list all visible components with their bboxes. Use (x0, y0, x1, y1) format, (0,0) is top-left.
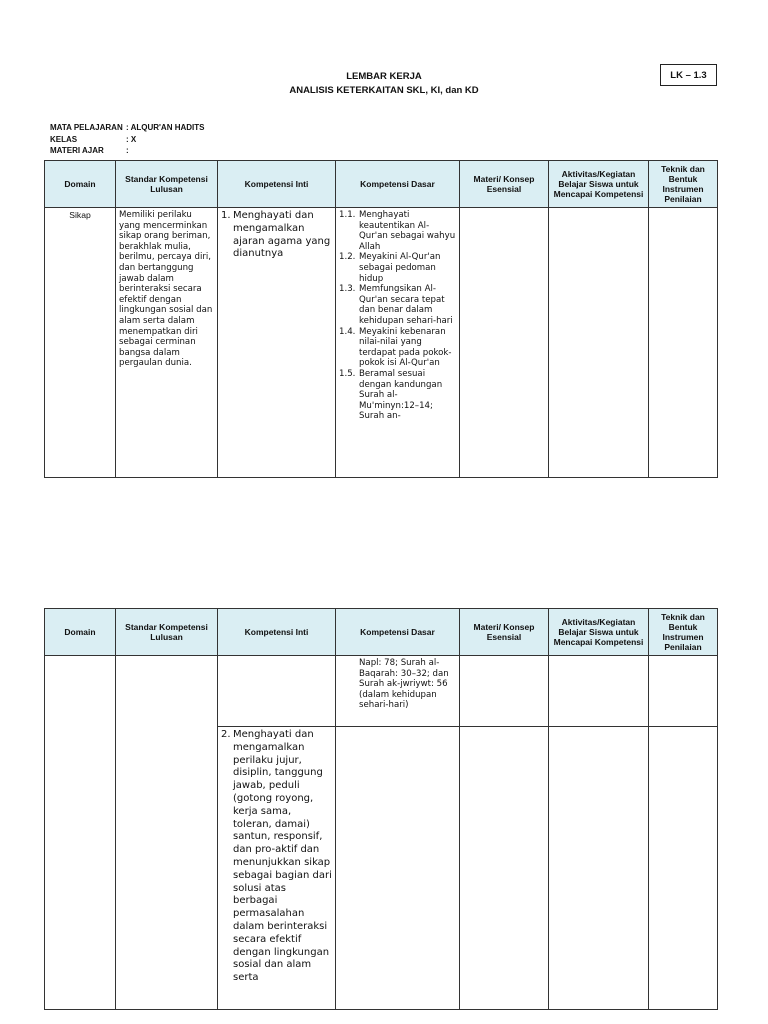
header-teknik: Teknik dan Bentuk Instrumen Penilaian (649, 161, 718, 208)
document-header (0, 70, 768, 98)
kd-text: Beramal sesuai dengan kandungan Surah al-Mu'minyn:12–14; Surah an- (359, 368, 443, 422)
aktivitas-cell (549, 656, 649, 727)
header-ki: Kompetensi Inti (218, 609, 336, 656)
meta-material (50, 145, 205, 157)
table-row (45, 656, 718, 727)
kd-number: 1.1. (339, 210, 356, 220)
aktivitas-cell (549, 208, 649, 478)
ki-number: 1. (221, 210, 231, 221)
analysis-table-page-2 (44, 608, 718, 1010)
ki-cell (218, 656, 336, 727)
header-domain: Domain (45, 609, 116, 656)
header-skl: Standar Kompetensi Lulusan (116, 609, 218, 656)
kd-text: Memfungsikan Al-Qur'an secara tepat dan benar dalam kehidupan sehari-hari (359, 284, 453, 326)
meta-label: KELAS (50, 134, 78, 144)
skl-cell: Memiliki perilaku yang mencerminkan sikap orang beriman, berakhlak mulia, berilmu, percaya diri, dan bertanggung jawab dalam berinteraksi secara efektif dengan lingkungan sosial dan alam serta dalam menempatkan diri sebagai cerminan bangsa dalam pergaulan dunia. (116, 208, 218, 478)
teknik-cell (649, 208, 718, 478)
kd-item (339, 252, 456, 284)
domain-cell: Sikap (45, 208, 116, 478)
meta-label: MATA PELAJARAN (50, 123, 123, 132)
materi-cell (460, 727, 549, 1010)
worksheet-code-box: LK – 1.3 (660, 64, 717, 86)
materi-cell (460, 208, 549, 478)
meta-value: : X (126, 134, 137, 144)
kd-item (339, 284, 456, 326)
kd-text: Menghayati keautentikan Al-Qur'an sebagai wahyu Allah (359, 210, 456, 252)
kd-item (339, 210, 456, 252)
domain-cell (45, 656, 116, 1010)
ki-cell (218, 727, 336, 1010)
teknik-cell (649, 727, 718, 1010)
ki-text: Menghayati dan mengamalkan ajaran agama yang dianutnya (233, 210, 331, 260)
kd-cell (336, 208, 460, 478)
kd-number: 1.4. (339, 326, 356, 337)
ki-number: 2. (221, 729, 231, 740)
kd-continuation: Napl: 78; Surah al-Baqarah: 30–32; dan Surah ak-jwriywt: 56 (dalam kehidupan sehari-hari) (359, 658, 449, 711)
materi-cell (460, 656, 549, 727)
teknik-cell (649, 656, 718, 727)
kd-cell (336, 727, 460, 1010)
skl-cell (116, 656, 218, 1010)
ki-text: Menghayati dan mengamalkan perilaku jujur, disiplin, tanggung jawab, peduli (gotong royong, kerja sama, toleran, damai) santun, responsif, dan pro-aktif dan menunjukkan sikap sebagai bagian dari solusi atas berbagai permasalahan dalam berinteraksi secara efektif dengan lingkungan sosial dan alam serta (233, 729, 332, 984)
document-subtitle: ANALISIS KETERKAITAN SKL, KI, dan KD (289, 85, 479, 96)
meta-label: MATERI AJAR (50, 146, 104, 155)
meta-value: : ALQUR'AN HADITS (126, 123, 205, 132)
meta-subject (50, 122, 205, 134)
document-title: LEMBAR KERJA (346, 71, 422, 82)
kd-text: Meyakini Al-Qur'an sebagai pedoman hidup (359, 252, 441, 284)
meta-value: : (126, 146, 129, 155)
kd-cell (336, 656, 460, 727)
header-materi: Materi/ Konsep Esensial (460, 161, 549, 208)
header-ki: Kompetensi Inti (218, 161, 336, 208)
header-kd: Kompetensi Dasar (336, 161, 460, 208)
header-materi: Materi/ Konsep Esensial (460, 609, 549, 656)
ki-cell (218, 208, 336, 478)
table-header-row (45, 161, 718, 208)
ki-item (221, 210, 332, 261)
header-domain: Domain (45, 161, 116, 208)
header-aktivitas: Aktivitas/Kegiatan Belajar Siswa untuk Mencapai Kompetensi (549, 161, 649, 208)
header-aktivitas: Aktivitas/Kegiatan Belajar Siswa untuk Mencapai Kompetensi (549, 609, 649, 656)
aktivitas-cell (549, 727, 649, 1010)
meta-info (50, 122, 205, 157)
meta-class (50, 134, 205, 146)
kd-number: 1.3. (339, 284, 356, 295)
kd-item (339, 327, 456, 369)
header-teknik: Teknik dan Bentuk Instrumen Penilaian (649, 609, 718, 656)
header-kd: Kompetensi Dasar (336, 609, 460, 656)
analysis-table-page-1 (44, 160, 718, 478)
kd-item (339, 369, 456, 422)
ki-item (221, 729, 332, 985)
header-skl: Standar Kompetensi Lulusan (116, 161, 218, 208)
table-row (45, 208, 718, 478)
kd-number: 1.5. (339, 368, 356, 379)
table-header-row (45, 609, 718, 656)
kd-number: 1.2. (339, 252, 356, 263)
kd-text: Meyakini kebenaran nilai-nilai yang terdapat pada pokok-pokok isi Al-Qur'an (359, 326, 452, 369)
